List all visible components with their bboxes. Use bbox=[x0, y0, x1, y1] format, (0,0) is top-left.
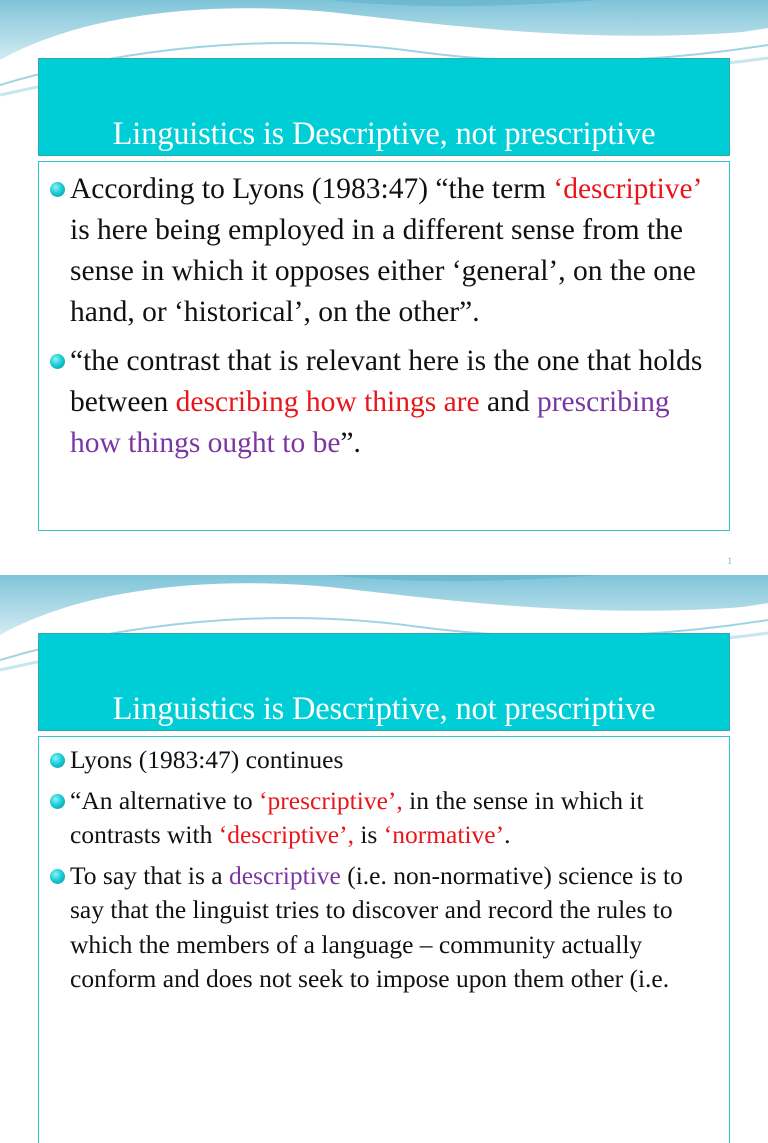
highlight-red: ‘normative’ bbox=[383, 820, 505, 849]
bullet-dot-icon bbox=[50, 753, 65, 768]
bullet-item: Lyons (1983:47) continues bbox=[39, 743, 717, 778]
bullet-dot-icon bbox=[50, 354, 65, 369]
slide-1 bbox=[0, 0, 768, 568]
slide-title: Linguistics is Descriptive, not prescriptive bbox=[112, 116, 656, 152]
highlight-purple: descriptive bbox=[228, 860, 341, 890]
slide-2 bbox=[0, 575, 768, 1143]
slide-title: Linguistics is Descriptive, not prescriptive bbox=[112, 691, 656, 727]
highlight-red: describing how things are bbox=[175, 386, 480, 418]
highlight-red: ‘prescriptive’, bbox=[259, 785, 403, 815]
highlight-red: ‘descriptive’ bbox=[553, 173, 701, 205]
title-bar bbox=[38, 58, 730, 156]
bullet-dot-icon bbox=[50, 794, 65, 809]
page-number: 1 bbox=[727, 556, 732, 566]
content-box bbox=[38, 161, 730, 531]
content-box bbox=[38, 736, 730, 1143]
bullet-dot-icon bbox=[50, 182, 65, 197]
bullet-item: To say that is a descriptive (i.e. non-normative) science is to say that the linguist tries to discover and record the rules to which the members of a language – community actually conform and does not seek to impose upon them other (i.e. bbox=[39, 859, 717, 997]
bullet-item: “the contrast that is relevant here is the one that holds between describing how things are and prescribing how things ought to be”. bbox=[39, 341, 719, 464]
title-bar bbox=[38, 633, 730, 731]
highlight-red: ‘descriptive’, bbox=[218, 820, 354, 849]
bullet-dot-icon bbox=[50, 869, 65, 884]
bullet-item: According to Lyons (1983:47) “the term ‘descriptive’ is here being employed in a different sense from the sense in which it opposes either ‘general’, on the one hand, or ‘historical’, on the other”. bbox=[39, 169, 719, 333]
highlight-purple: prescribing how things ought to be bbox=[70, 386, 670, 459]
bullet-item: “An alternative to ‘prescriptive’, in the sense in which it contrasts with ‘descriptive’, is ‘normative’. bbox=[39, 784, 717, 853]
